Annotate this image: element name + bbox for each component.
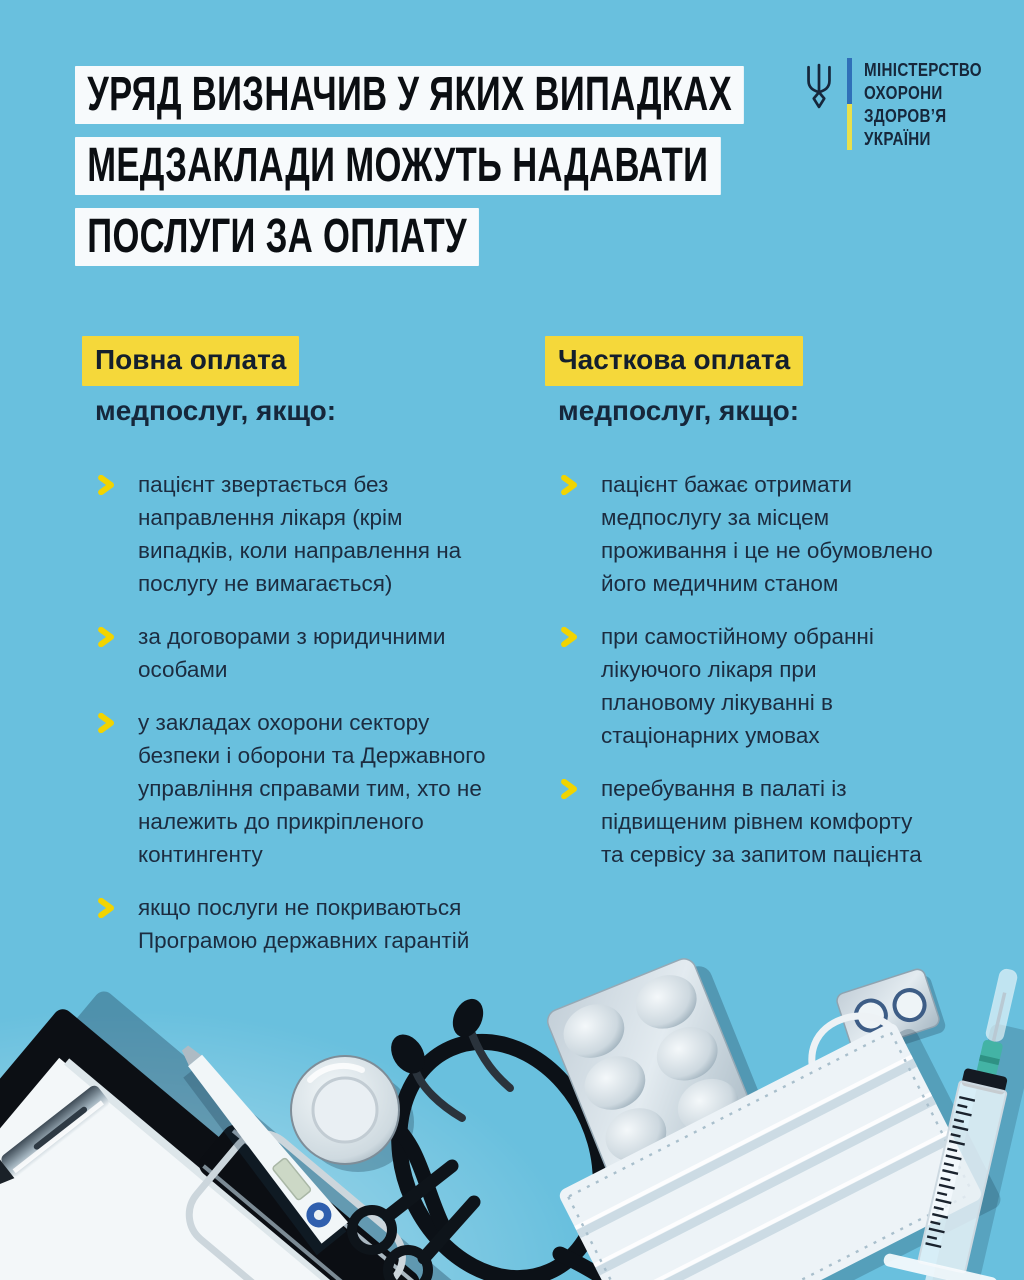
heading-highlight: Повна оплата bbox=[82, 336, 299, 386]
column-full-payment bbox=[95, 336, 535, 977]
ministry-name-line: УКРАЇНИ bbox=[864, 128, 931, 149]
bullet-list bbox=[558, 468, 978, 871]
list-item bbox=[95, 620, 535, 686]
list-item bbox=[558, 772, 978, 871]
heading-highlight: Часткова оплата bbox=[545, 336, 803, 386]
list-item bbox=[558, 620, 978, 752]
bullet-text: за договорами з юридичними особами bbox=[138, 624, 446, 682]
ministry-name bbox=[864, 58, 982, 150]
column-heading bbox=[558, 336, 978, 432]
bullet-text: при самостійному обранні лікуючого лікаря при плановому лікуванні в стаціонарних умовах bbox=[601, 624, 874, 748]
ministry-name-line: ОХОРОНИ bbox=[864, 82, 943, 103]
bullet-chevron-icon bbox=[560, 779, 579, 799]
column-heading bbox=[95, 336, 535, 432]
logo-divider-bar bbox=[847, 58, 852, 150]
list-item bbox=[558, 468, 978, 600]
medical-flatlay-photo bbox=[0, 948, 1024, 1280]
ukraine-trident-icon bbox=[802, 63, 836, 109]
bullet-text: якщо послуги не покриваються Програмою державних гарантій bbox=[138, 895, 470, 953]
column-partial-payment bbox=[558, 336, 978, 891]
bullet-chevron-icon bbox=[97, 713, 116, 733]
bullet-text: перебування в палаті із підвищеним рівнем комфорту та сервісу за запитом пацієнта bbox=[601, 776, 922, 867]
bullet-chevron-icon bbox=[97, 627, 116, 647]
heading-rest: медпослуг, якщо: bbox=[95, 395, 337, 426]
bullet-chevron-icon bbox=[560, 475, 579, 495]
list-item bbox=[95, 468, 535, 600]
ministry-name-line: МІНІСТЕРСТВО bbox=[864, 59, 982, 80]
heading-rest: медпослуг, якщо: bbox=[558, 395, 800, 426]
title-line-3: ПОСЛУГИ ЗА ОПЛАТУ bbox=[75, 208, 479, 266]
title-line-1: УРЯД ВИЗНАЧИВ У ЯКИХ ВИПАДКАХ bbox=[75, 66, 744, 124]
bullet-chevron-icon bbox=[560, 627, 579, 647]
list-item bbox=[95, 706, 535, 871]
bullet-text: у закладах охорони сектору безпеки і оборони та Державного управління справами тим, хто не належить до прикріпленого контингенту bbox=[138, 710, 486, 867]
ministry-name-line: ЗДОРОВ’Я bbox=[864, 105, 947, 126]
bullet-text: пацієнт звертається без направлення лікаря (крім випадків, коли направлення на послугу не вимагається) bbox=[138, 472, 462, 596]
title-line-2: МЕДЗАКЛАДИ МОЖУТЬ НАДАВАТИ bbox=[75, 137, 721, 195]
bullet-text: пацієнт бажає отримати медпослугу за місцем проживання і це не обумовлено його медичним станом bbox=[601, 472, 933, 596]
ministry-logo bbox=[802, 58, 1008, 150]
bullet-chevron-icon bbox=[97, 475, 116, 495]
bullet-chevron-icon bbox=[97, 898, 116, 918]
bullet-list bbox=[95, 468, 535, 957]
